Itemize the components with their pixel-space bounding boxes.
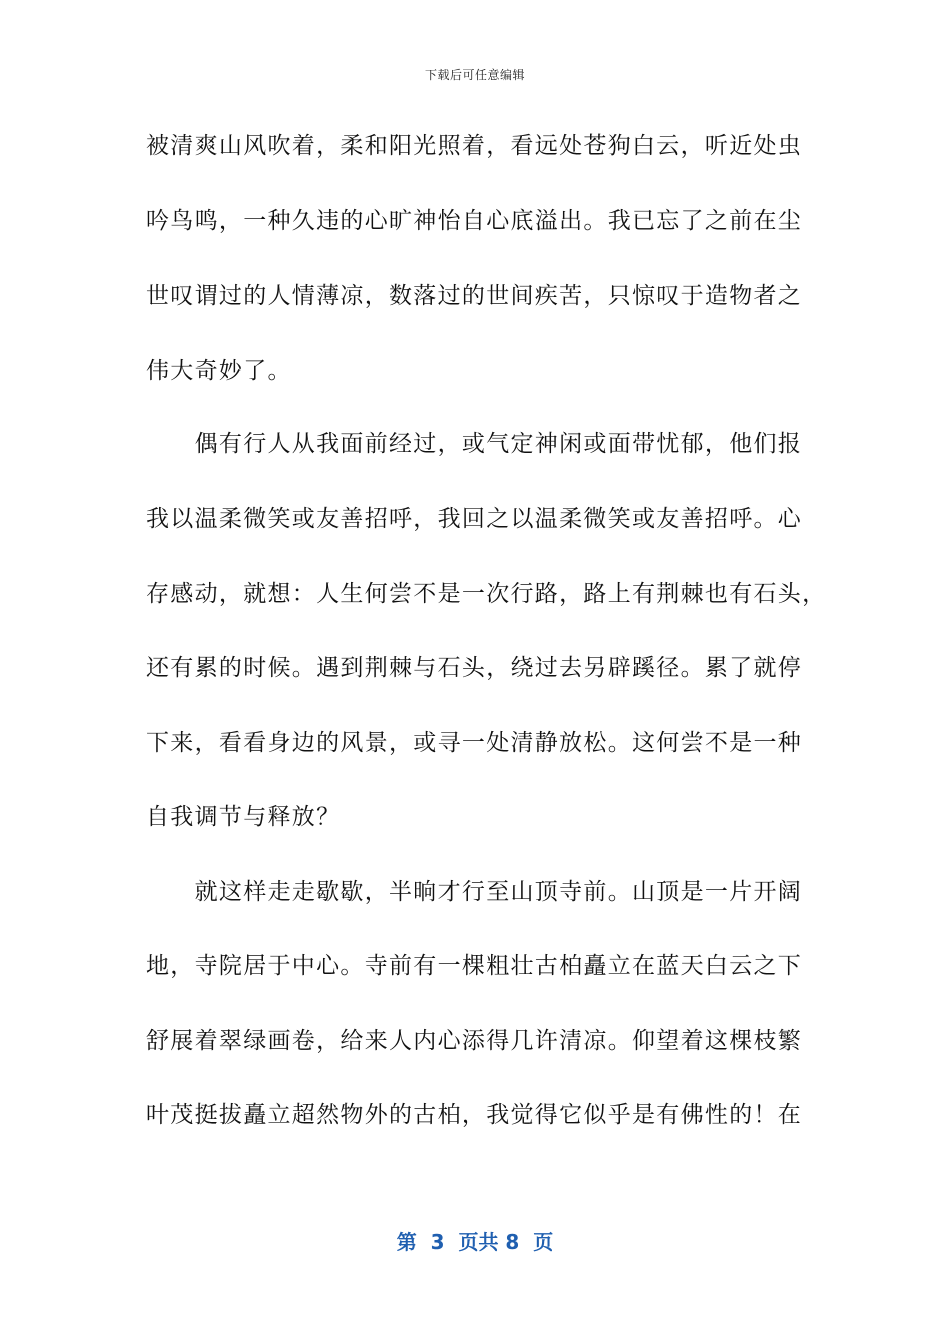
text-line: 地，寺院居于中心。寺前有一棵粗壮古柏矗立在蓝天白云之下 — [146, 953, 803, 979]
text-line: 我以温柔微笑或友善招呼，我回之以温柔微笑或友善招呼。心 — [146, 506, 803, 532]
text-line: 就这样走走歇歇，半晌才行至山顶寺前。山顶是一片开阔 — [146, 879, 803, 905]
text-line: 吟鸟鸣，一种久违的心旷神怡自心底溢出。我已忘了之前在尘 — [146, 208, 803, 234]
text-line: 舒展着翠绿画卷，给来人内心添得几许清凉。仰望着这棵枝繁 — [146, 1028, 803, 1054]
text-line: 叶茂挺拔矗立超然物外的古柏，我觉得它似乎是有佛性的！在 — [146, 1102, 803, 1128]
text-line: 世叹谓过的人情薄凉，数落过的世间疾苦，只惊叹于造物者之 — [146, 283, 803, 309]
text-line: 伟大奇妙了。 — [146, 358, 292, 384]
text-line: 还有累的时候。遇到荆棘与石头，绕过去另辟蹊径。累了就停 — [146, 655, 803, 681]
text-line: 被清爽山风吹着，柔和阳光照着，看远处苍狗白云，听近处虫 — [146, 133, 803, 159]
header-note: 下载后可任意编辑 — [424, 68, 525, 82]
page-number-footer: 第 3 页共 8 页 — [396, 1230, 554, 1254]
text-line: 偶有行人从我面前经过，或气定神闲或面带忧郁，他们报 — [146, 431, 803, 457]
text-line: 下来，看看身边的风景，或寻一处清静放松。这何尝不是一种 — [146, 730, 803, 756]
text-line: 自我调节与释放？ — [146, 804, 341, 830]
text-line: 存感动，就想：人生何尝不是一次行路，路上有荆棘也有石头， — [146, 581, 827, 607]
